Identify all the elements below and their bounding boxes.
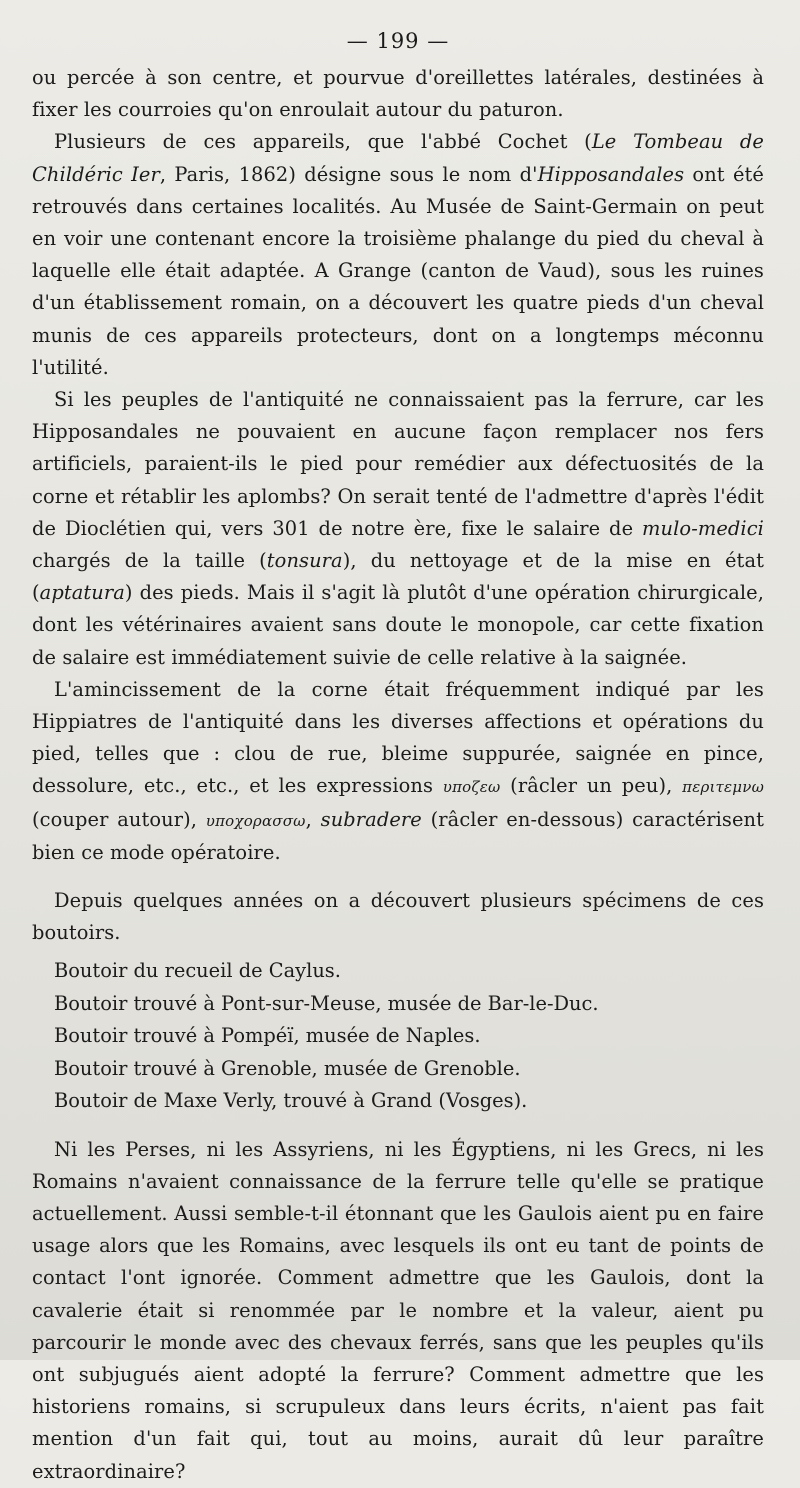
section-gap <box>32 1118 764 1134</box>
paragraph-1: ou percée à son centre, et pourvue d'oreillettes latérales, destinées à fixer les courroies qu'on enroulait autour du paturon. <box>32 66 764 122</box>
paragraph-4-text-c: (couper autour), <box>32 807 206 831</box>
paragraph-4 <box>32 674 764 869</box>
paragraph-2 <box>32 126 764 384</box>
boutoir-list <box>32 955 764 1117</box>
paragraph-4-text-d: , <box>305 807 321 831</box>
paragraph-3-text-c: ), du nettoyage et de la mise en état ( <box>32 549 764 605</box>
paragraph-2-text-a: Plusieurs de ces appareils, que l'abbé Cochet ( <box>54 130 592 154</box>
list-item: Boutoir trouvé à Pont-sur-Meuse, musée de Bar-le-Duc. <box>54 991 599 1015</box>
paragraph-2-text-c: ont été retrouvés dans certaines localités. Au Musée de Saint-Germain on peut en voir une contenant encore la troisième phalange du pied du cheval à laquelle elle était adaptée. A Grange (canton de Vaud), sous les ruines d'un établissement romain, on a découvert les quatre pieds d'un cheval munis de ces appareils protecteurs, dont on a longtemps méconnu l'utilité. <box>32 162 764 379</box>
book-reference: Le Tombeau de Childéric Ier <box>32 130 764 186</box>
section-gap <box>32 869 764 885</box>
list-item: Boutoir de Maxe Verly, trouvé à Grand (Vosges). <box>54 1089 528 1113</box>
paragraph-3 <box>32 384 764 674</box>
paragraph-4-text-b: (râcler un peu), <box>500 774 683 798</box>
list-item: Boutoir du recueil de Caylus. <box>54 959 341 983</box>
paragraph-4-text-a: L'amincissement de la corne était fréquemment indiqué par les Hippiatres de l'antiquité dans les diverses affections et opérations du pied, telles que : clou de rue, bleime suppurée, saignée en pince, dessolure, etc., etc., et les expressions <box>32 677 764 798</box>
greek-term-3: υποχορασσω <box>205 811 306 830</box>
paragraph-2-text-b: , Paris, 1862) désigne sous le nom d' <box>159 162 538 186</box>
greek-term-2: περιτεμνω <box>682 778 764 797</box>
paragraph-4-text-e: (râcler en-dessous) caractérisent bien ce mode opératoire. <box>32 807 765 864</box>
list-item: Boutoir trouvé à Pompéï, musée de Naples. <box>54 1024 481 1048</box>
paragraph-3-text-a: Si les peuples de l'antiquité ne connaissaient pas la ferrure, car les Hipposandales ne pouvaient en aucune façon remplacer nos fers artificiels, paraient-ils le pied pour remédier aux défectuosités de la corne et rétablir les aplombs? On serait tenté de l'admettre d'après l'édit de Dioclétien qui, vers 301 de notre ère, fixe le salaire de <box>32 388 764 540</box>
term-subradere: subradere <box>320 807 422 831</box>
paragraph-3-text-b: chargés de la taille ( <box>32 549 267 573</box>
term-mulo-medici: mulo-medici <box>642 516 764 540</box>
term-tonsura: tonsura <box>266 549 343 573</box>
greek-term-1: υποζεω <box>442 778 501 797</box>
paragraph-5: Depuis quelques années on a découvert plusieurs spécimens de ces boutoirs. <box>32 889 764 945</box>
term-aptatura: aptatura <box>39 581 125 605</box>
page-number: — 199 — <box>346 29 450 53</box>
paragraph-6: Ni les Perses, ni les Assyriens, ni les Égyptiens, ni les Grecs, ni les Romains n'avaient connaissance de la ferrure telle qu'elle se pratique actuellement. Aussi semble-t-il étonnant que les Gaulois aient pu en faire usage alors que les Romains, avec lesquels ils ont eu tant de points de contact l'ont ignorée. Comment admettre que les Gaulois, dont la cavalerie était si renommée par le nombre et la valeur, aient pu parcourir le monde avec des chevaux ferrés, sans que les peuples qu'ils ont subjugués aient adopté la ferrure? Comment admettre que les historiens romains, si scrupuleux dans leurs écrits, n'aient pas fait mention d'un fait qui, tout au moins, aurait dû leur paraître extraordinaire? <box>32 1137 764 1483</box>
list-item: Boutoir trouvé à Grenoble, musée de Grenoble. <box>54 1056 521 1080</box>
paragraph-3-text-d: ) des pieds. Mais il s'agit là plutôt d'une opération chirurgicale, dont les vétérinaires avaient sans doute le monopole, car cette fixation de salaire est immédiatement suivie de celle relative à la saignée. <box>32 581 764 669</box>
term-hipposandales: Hipposandales <box>537 162 685 186</box>
